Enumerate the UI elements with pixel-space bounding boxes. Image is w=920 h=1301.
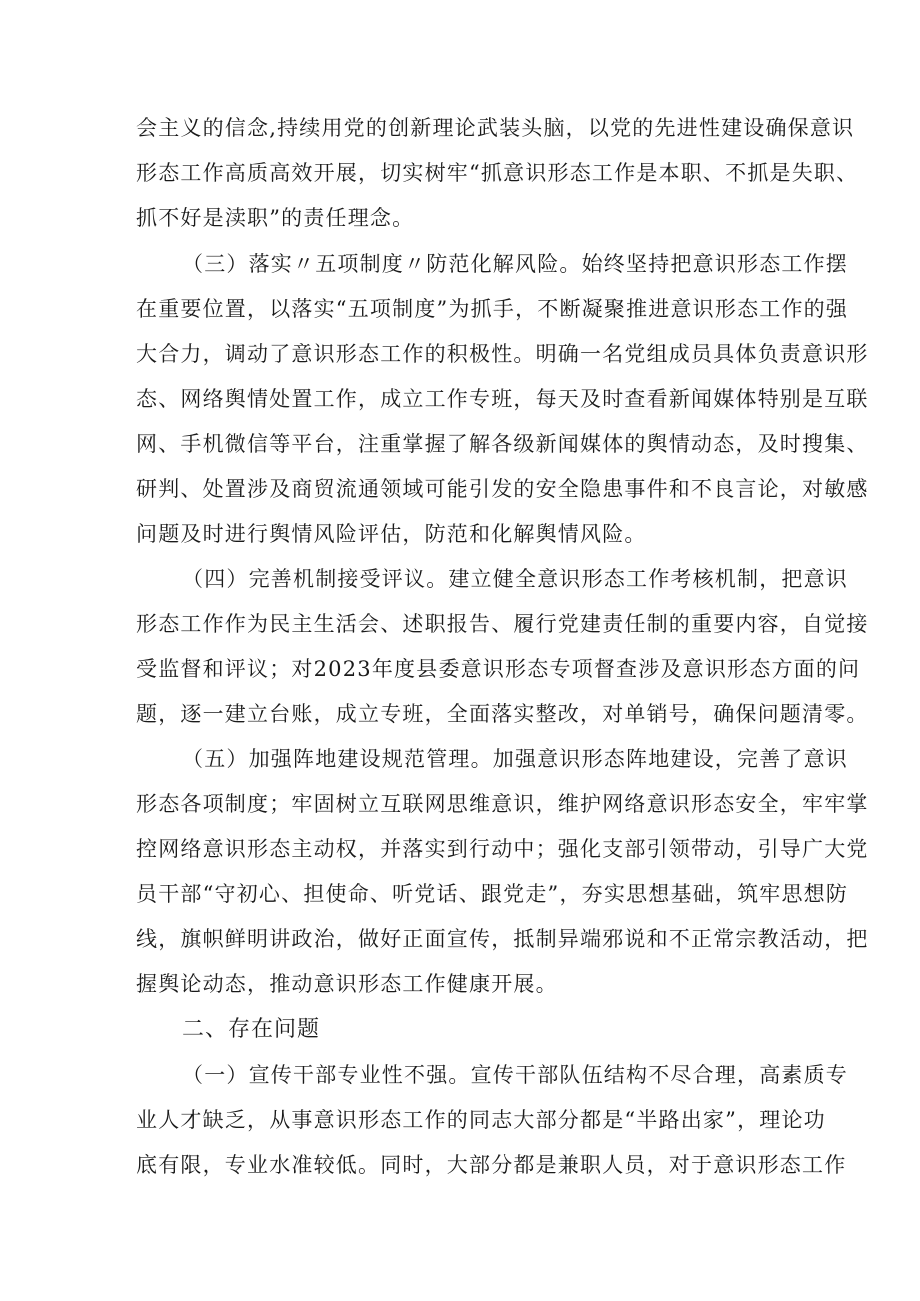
text-line: 形态工作高质高效开展，切实树牢“抓意识形态工作是本职、不抓是失职、 [136,161,859,185]
text-line-paragraph-start: （一）宣传干部专业性不强。宣传干部队伍结构不尽合理，高素质专 [182,1063,848,1087]
text-line: 会主义的信念,持续用党的创新理论武装头脑，以党的先进性建设确保意识 [136,116,855,140]
section-heading: 二、存在问题 [182,1017,321,1042]
text-line: 线，旗帜鲜明讲政治，做好正面宣传，抵制异端邪说和不正常宗教活动，把 [136,927,869,951]
text-line: 握舆论动态，推动意识形态工作健康开展。 [136,972,558,996]
text-line: 网、手机微信等平台，注重掌握了解各级新闻媒体的舆情动态，及时搜集、 [136,432,869,456]
text-line: 题，逐一建立台账，成立专班，全面落实整改，对单销号，确保问题清零。 [136,702,869,726]
text-line-paragraph-start: （三）落实〃五项制度〃防范化解风险。始终坚持把意识形态工作摆 [182,252,848,276]
text-line: 在重要位置，以落实“五项制度”为抓手，不断凝聚推进意识形态工作的强 [136,297,849,321]
text-line: 抓不好是渎职”的责任理念。 [136,206,415,230]
text-line: 形态各项制度；牢固树立互联网思维意识，维护网络意识形态安全，牢牢掌 [136,792,869,816]
text-line: 员干部“守初心、担使命、听党话、跟党走”，夯实思想基础，筑牢思想防 [136,882,849,906]
text-line: 业人才缺乏，从事意识形态工作的同志大部分都是“半路出家”，理论功 [136,1108,826,1132]
text-line: 控网络意识形态主动权，并落实到行动中；强化支部引领带动，引导广大党 [136,837,869,861]
text-line: 问题及时进行舆情风险评估，防范和化解舆情风险。 [136,522,647,546]
text-line: 态、网络舆情处置工作，成立工作专班，每天及时查看新闻媒体特别是互联 [136,387,869,411]
text-line: 形态工作作为民主生活会、述职报告、履行党建责任制的重要内容，自觉接 [136,612,869,636]
text-line: 研判、处置涉及商贸流通领域可能引发的安全隐患事件和不良言论，对敏感 [136,477,869,501]
text-line-paragraph-start: （四）完善机制接受评议。建立健全意识形态工作考核机制，把意识 [182,567,848,591]
text-line: 受监督和评议；对2023年度县委意识形态专项督查涉及意识形态方面的问 [136,657,861,681]
text-line-paragraph-start: （五）加强阵地建设规范管理。加强意识形态阵地建设，完善了意识 [182,747,848,771]
text-line: 底有限，专业水准较低。同时，大部分都是兼职人员，对于意识形态工作 [136,1153,847,1177]
text-line: 大合力，调动了意识形态工作的积极性。明确一名党组成员具体负责意识形 [136,342,869,366]
